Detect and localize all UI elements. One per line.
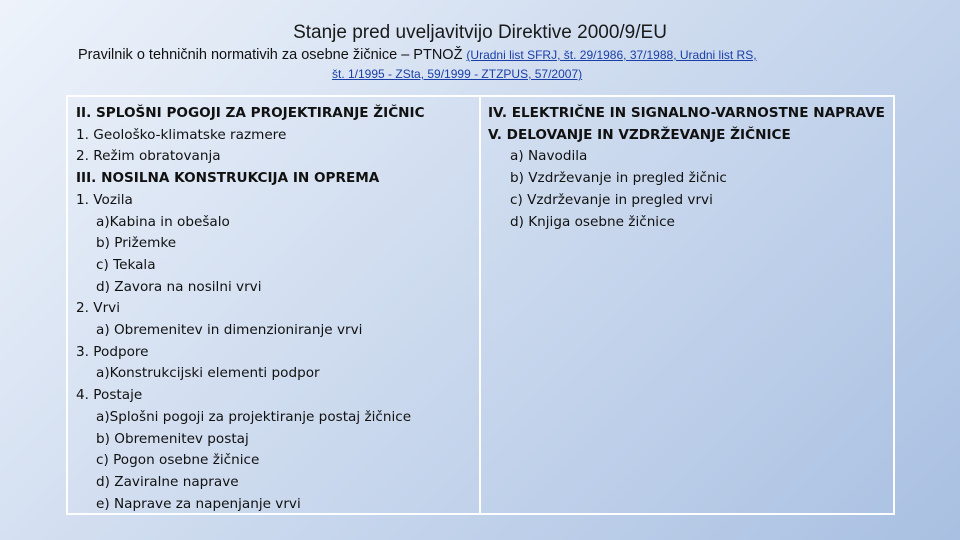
section-heading: V. DELOVANJE IN VZDRŽEVANJE ŽIČNICE [488,126,791,143]
source-reference-link[interactable]: (Uradni list SFRJ, št. 29/1986, 37/1988, Uradni list RS, [466,48,757,62]
contents-table [66,95,895,515]
sub-list-item: b) Prižemke [96,235,177,252]
list-item: 1. Geološko-klimatske razmere [76,126,287,143]
sub-list-item: a)Splošni pogoji za projektiranje postaj žičnice [96,408,412,425]
sub-list-item: d) Zaviralne naprave [96,473,239,490]
list-item: 3. Podpore [76,343,149,360]
slide-subtitle [78,47,898,81]
left-column [68,97,481,513]
source-reference-link-continued[interactable]: št. 1/1995 - ZSta, 59/1999 - ZTZPUS, 57/2007) [332,67,583,81]
list-item: 4. Postaje [76,387,143,404]
right-column [481,97,893,513]
slide-title: Stanje pred uveljavitvijo Direktive 2000/9/EU [293,22,667,43]
list-item: 2. Režim obratovanja [76,148,221,165]
sub-list-item: b) Obremenitev postaj [96,430,249,447]
regulation-name: Pravilnik o tehničnih normativih za osebne žičnice – PTNOŽ [78,47,463,63]
section-heading: III. NOSILNA KONSTRUKCIJA IN OPREMA [76,170,380,187]
list-item: 2. Vrvi [76,300,121,317]
sub-list-item: b) Vzdrževanje in pregled žičnic [510,170,727,187]
sub-list-item: c) Pogon osebne žičnice [96,452,260,469]
section-heading: IV. ELEKTRIČNE IN SIGNALNO-VARNOSTNE NAPRAVE [488,105,885,121]
section-heading: II. SPLOŠNI POGOJI ZA PROJEKTIRANJE ŽIČNIC [76,105,425,121]
list-item: 1. Vozila [76,191,133,208]
sub-list-item: a) Obremenitev in dimenzioniranje vrvi [96,322,363,339]
sub-list-item: d) Zavora na nosilni vrvi [96,278,262,295]
sub-list-item: d) Knjiga osebne žičnice [510,213,675,230]
sub-list-item: a)Kabina in obešalo [96,213,230,230]
sub-list-item: c) Vzdrževanje in pregled vrvi [510,191,713,208]
sub-list-item: c) Tekala [96,256,156,273]
sub-list-item: a) Navodila [510,148,588,165]
sub-list-item: e) Naprave za napenjanje vrvi [96,495,301,512]
sub-list-item: a)Konstrukcijski elementi podpor [96,365,320,382]
